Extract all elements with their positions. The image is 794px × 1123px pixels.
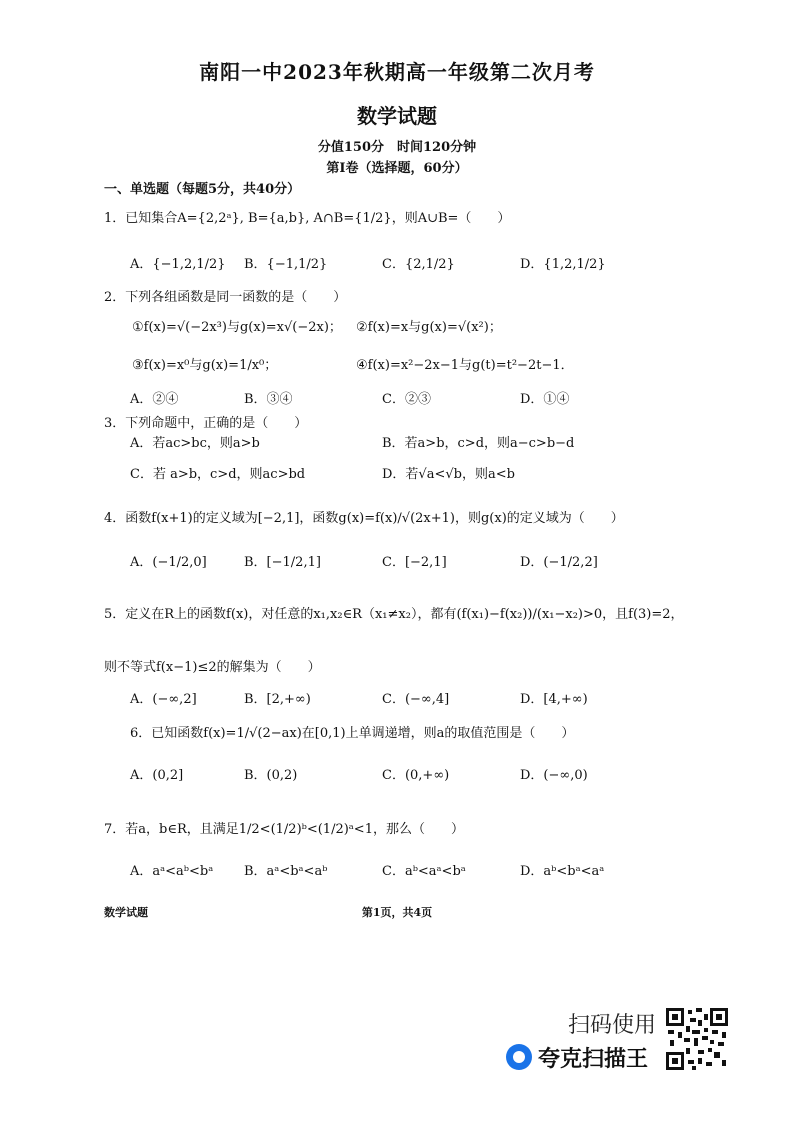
- question-4-option-c: C．[−2,1]: [382, 555, 447, 570]
- question-4-option-b: B．[−1/2,1]: [244, 555, 321, 570]
- question-5-option-d: D．[4,+∞): [520, 692, 588, 707]
- question-1-option-c: C．{2,1/2}: [382, 257, 455, 272]
- question-2-item-4: ④f(x)=x²−2x−1与g(t)=t²−2t−1．: [356, 358, 574, 373]
- question-3-option-d: D．若√a<√b，则a<b: [382, 467, 515, 482]
- question-6-stem: 6．已知函数f(x)=1/√(2−ax)在[0,1)上单调递增，则a的取值范围是（ ）: [130, 726, 575, 741]
- subject-title: 数学试题: [357, 104, 437, 128]
- question-6-option-c: C．(0,+∞): [382, 768, 450, 783]
- question-6-option-d: D．(−∞,0): [520, 768, 588, 783]
- section-heading: 一、单选题（每题5分，共40分）: [104, 182, 301, 197]
- question-7-stem: 7．若a，b∈R，且满足1/2<(1/2)ᵇ<(1/2)ᵃ<1，那么（ ）: [104, 822, 464, 837]
- question-2-item-2: ②f(x)=x与g(x)=√(x²)；: [356, 320, 502, 335]
- footer-subject: 数学试题: [104, 906, 148, 919]
- question-7-option-a: A．aᵃ<aᵇ<bᵃ: [130, 864, 214, 879]
- question-1-option-d: D．{1,2,1/2}: [520, 257, 606, 272]
- question-1-option-b: B．{−1,1/2}: [244, 257, 328, 272]
- question-7-option-b: B．aᵃ<bᵃ<aᵇ: [244, 864, 328, 879]
- question-2-stem: 2．下列各组函数是同一函数的是（ ）: [104, 290, 347, 305]
- question-5-stem: 5．定义在R上的函数f(x)，对任意的x₁,x₂∈R（x₁≠x₂），都有(f(x₁)−f(x₂))/(x₁−x₂)>0，且f(3)=2，: [104, 607, 684, 622]
- question-2-item-1: ①f(x)=√(−2x³)与g(x)=x√(−2x)；: [132, 320, 342, 335]
- question-5-option-a: A．(−∞,2]: [130, 692, 197, 707]
- question-2-option-a: A．②④: [130, 392, 179, 407]
- question-1-option-a: A．{−1,2,1/2}: [130, 257, 226, 272]
- exam-meta: 分值150分 时间120分钟: [317, 140, 477, 155]
- question-2-option-c: C．②③: [382, 392, 431, 407]
- footer-page-number: 第1页，共4页: [361, 906, 433, 919]
- question-6-option-a: A．(0,2]: [130, 768, 184, 783]
- question-6-option-b: B．(0,2): [244, 768, 298, 783]
- qr-code-icon[interactable]: [666, 1008, 728, 1070]
- question-7-option-d: D．aᵇ<bᵃ<aᵃ: [520, 864, 605, 879]
- exam-title: 南阳一中2023年秋期高一年级第二次月考: [199, 60, 595, 84]
- quark-logo-icon: [506, 1044, 532, 1070]
- question-4-stem: 4．函数f(x+1)的定义域为[−2,1]，函数g(x)=f(x)/√(2x+1)，则g(x)的定义域为（ ）: [104, 511, 624, 526]
- question-4-option-d: D．(−1/2,2]: [520, 555, 598, 570]
- question-2-item-3: ③f(x)=x⁰与g(x)=1/x⁰；: [132, 358, 278, 373]
- question-3-stem: 3．下列命题中，正确的是（ ）: [104, 416, 308, 431]
- question-3-option-b: B．若a>b，c>d，则a−c>b−d: [382, 436, 575, 451]
- watermark-brand: [506, 1040, 648, 1074]
- question-1-stem: 1．已知集合A={2,2ᵃ}, B={a,b}, A∩B={1/2}，则A∪B=（ ）: [104, 211, 511, 226]
- question-7-option-c: C．aᵇ<aᵃ<bᵃ: [382, 864, 466, 879]
- watermark-scan-text: 扫码使用: [568, 1013, 657, 1038]
- question-2-option-d: D．①④: [520, 392, 570, 407]
- question-5-option-c: C．(−∞,4]: [382, 692, 450, 707]
- question-5-stem-continued: 则不等式f(x−1)≤2的解集为（ ）: [104, 660, 321, 675]
- volume-title: 第I卷（选择题，60分）: [326, 161, 468, 176]
- question-4-option-a: A．(−1/2,0]: [130, 555, 207, 570]
- question-3-option-c: C．若 a>b，c>d，则ac>bd: [130, 467, 306, 482]
- question-2-option-b: B．③④: [244, 392, 293, 407]
- watermark-brand-name: 夸克扫描王: [538, 1046, 649, 1072]
- question-5-option-b: B．[2,+∞): [244, 692, 311, 707]
- question-3-option-a: A．若ac>bc，则a>b: [130, 436, 260, 451]
